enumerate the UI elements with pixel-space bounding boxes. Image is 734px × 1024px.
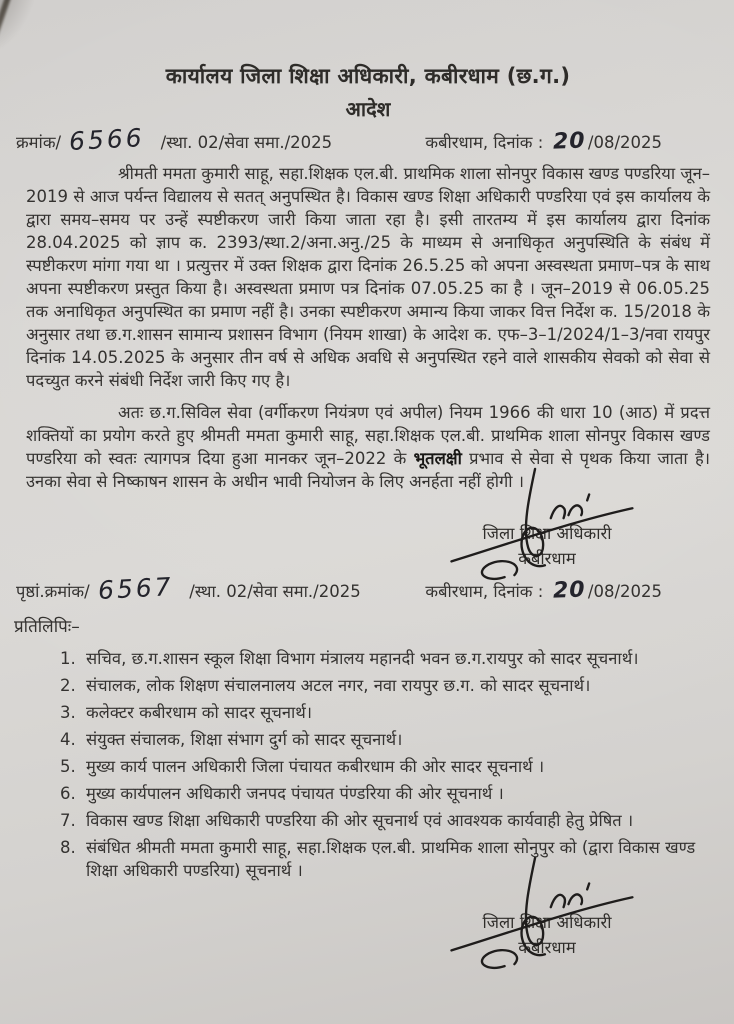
list-item	[60, 782, 710, 805]
list-item-text: संचालक, लोक शिक्षण संचालनालय अटल नगर, नवा रायपुर छ.ग. को सादर सूचनार्थ।	[86, 676, 591, 695]
list-item-number: 1.	[60, 649, 76, 668]
paragraph2-text-after: प्रभाव से सेवा से पृथक किया जाता है। उनका सेवा से निष्काषन शासन के अधीन भावी नियोजन के लिए अनर्हता नहीं होगी ।	[26, 449, 710, 491]
signature-block-top	[422, 521, 672, 571]
order-paragraph-1: श्रीमती ममता कुमारी साहू, सहा.शिक्षक एल.बी. प्राथमिक शाला सोनपुर विकास खण्ड पण्डरिया जून–2019 से आज पर्यन्त विद्यालय से सतत् अनुपस्थित है। विकास खण्ड शिक्षा अधिकारी पण्डरिया एवं इस कार्यालय के द्वारा समय–समय पर उन्हें स्पष्टीकरण जारी किया जाता रहा है। इसी तारतम्य में इस कार्यालय द्वारा दिनांक 28.04.2025 को ज्ञाप क. 2393/स्था.2/अना.अनु./25 के माध्यम से अनाधिकृत अनुपस्थिति के संबंध में स्पष्टीकरण मांगा गया था । प्रत्युत्तर में उक्त शिक्षक द्वारा दिनांक 26.5.25 को अपना अस्वस्थता प्रमाण–पत्र के साथ अपना स्पष्टीकरण प्रस्तुत किया है। अस्वस्थता प्रमाण पत्र दिनांक 07.05.25 का है । जून–2019 से 06.05.25 तक अनाधिकृत अनुपस्थित का प्रमाण नहीं है। उनका स्पष्टीकरण अमान्य किया जाकर वित्त निर्देश क. 15/2018 के अनुसार तथा छ.ग.शासन सामान्य प्रशासन विभाग (नियम शाखा) के आदेश क. एफ–3–1/2024/1–3/नवा रायपुर दिनांक 14.05.2025 के अनुसार तीन वर्ष से अधिक अवधि से अनुपस्थित रहने वाले शासकीय सेवको को सेवा से पदच्युत करने संबंधी निर्देश जारी किए गए है।	[26, 164, 710, 390]
office-title: कार्यालय जिला शिक्षा अधिकारी, कबीरधाम (छ.ग.)	[165, 64, 571, 88]
copies-heading: प्रतिलिपिः–	[14, 617, 80, 637]
signatory-place: कबीरधाम	[518, 549, 576, 568]
list-item-number: 7.	[60, 811, 76, 830]
reference-line-2	[16, 572, 710, 605]
list-item-text: संबंधित श्रीमती ममता कुमारी साहू, सहा.शिक्षक एल.बी. प्राथमिक शाला सोनुपुर को (द्वारा विकास खण्ड शिक्षा अधिकारी पण्डरिया) सूचनार्थ ।	[86, 838, 696, 880]
reference-line-1	[16, 123, 710, 156]
list-item	[60, 809, 710, 832]
list-item-text: संयुक्त संचालक, शिक्षा संभाग दुर्ग को सादर सूचनार्थ।	[86, 730, 403, 749]
list-item	[60, 674, 710, 697]
list-item-number: 8.	[60, 838, 76, 857]
ref2-place-label: कबीरधाम, दिनांक :	[425, 582, 544, 601]
ref1-suffix: /स्था. 02/सेवा समा./2025	[160, 133, 333, 152]
ref2-date-rest: /08/2025	[587, 582, 662, 601]
list-item-number: 5.	[60, 757, 76, 776]
list-item	[60, 728, 710, 751]
ref1-label: क्रमांक/	[16, 133, 62, 152]
signatory-designation: जिला शिक्षा अधिकारी	[482, 524, 612, 543]
list-item-number: 4.	[60, 730, 76, 749]
ref1-day-handwritten: 20	[552, 128, 587, 155]
list-item-number: 6.	[60, 784, 76, 803]
list-item-number: 3.	[60, 703, 76, 722]
ref1-place-label: कबीरधाम, दिनांक :	[425, 133, 544, 152]
ref1-number-handwritten: 6566	[68, 123, 146, 156]
ref1-date-rest: /08/2025	[587, 133, 662, 152]
copy-list	[26, 647, 710, 882]
retrospective-effect-term: भूतलक्षी	[413, 449, 462, 468]
signature-block-bottom	[422, 910, 672, 960]
ref1-left	[16, 123, 333, 156]
list-item-text: मुख्य कार्यपालन अधिकारी जनपद पंचायत पंण्डरिया की ओर सूचनार्थ ।	[86, 784, 504, 803]
list-item-text: सचिव, छ.ग.शासन स्कूल शिक्षा विभाग मंत्रालय महानदी भवन छ.ग.रायपुर को सादर सूचनार्थ।	[86, 649, 639, 668]
signatory-designation: जिला शिक्षा अधिकारी	[482, 913, 612, 932]
list-item-number: 2.	[60, 676, 76, 695]
list-item	[60, 647, 710, 670]
order-paragraph-2	[26, 401, 710, 493]
ref2-left	[16, 572, 361, 605]
ref2-place-date	[425, 579, 710, 602]
list-item	[60, 836, 710, 882]
ref2-day-handwritten: 20	[552, 577, 587, 604]
ref1-place-date	[425, 130, 710, 153]
list-item-text: कलेक्टर कबीरधाम को सादर सूचनार्थ।	[86, 703, 313, 722]
list-item-text: मुख्य कार्य पालन अधिकारी जिला पंचायत कबीरधाम की ओर सादर सूचनार्थ ।	[86, 757, 545, 776]
list-item-text: विकास खण्ड शिक्षा अधिकारी पण्डरिया की ओर सूचनार्थ एवं आवश्यक कार्यवाही हेतु प्रेषित ।	[86, 811, 634, 830]
ref2-suffix: /स्था. 02/सेवा समा./2025	[189, 582, 361, 601]
ref2-number-handwritten: 6567	[96, 572, 174, 605]
list-item	[60, 701, 710, 724]
signatory-place: कबीरधाम	[518, 938, 576, 957]
order-heading: आदेश	[345, 97, 391, 121]
list-item	[60, 755, 710, 778]
paragraph2-text-before: अतः छ.ग.सिविल सेवा (वर्गीकरण नियंत्रण एवं अपील) नियम 1966 की धारा 10 (आठ) में प्रदत्त शक्तियों का प्रयोग करते हुए श्रीमती ममता कुमारी साहू, सहा.शिक्षक एल.बी. प्राथमिक शाला सोनपुर विकास खण्ड पण्डरिया को स्वतः त्यागपत्र दिया हुआ मानकर जून–2022 के	[26, 403, 710, 468]
ref2-label: पृष्ठां.क्रमांक/	[16, 582, 90, 601]
